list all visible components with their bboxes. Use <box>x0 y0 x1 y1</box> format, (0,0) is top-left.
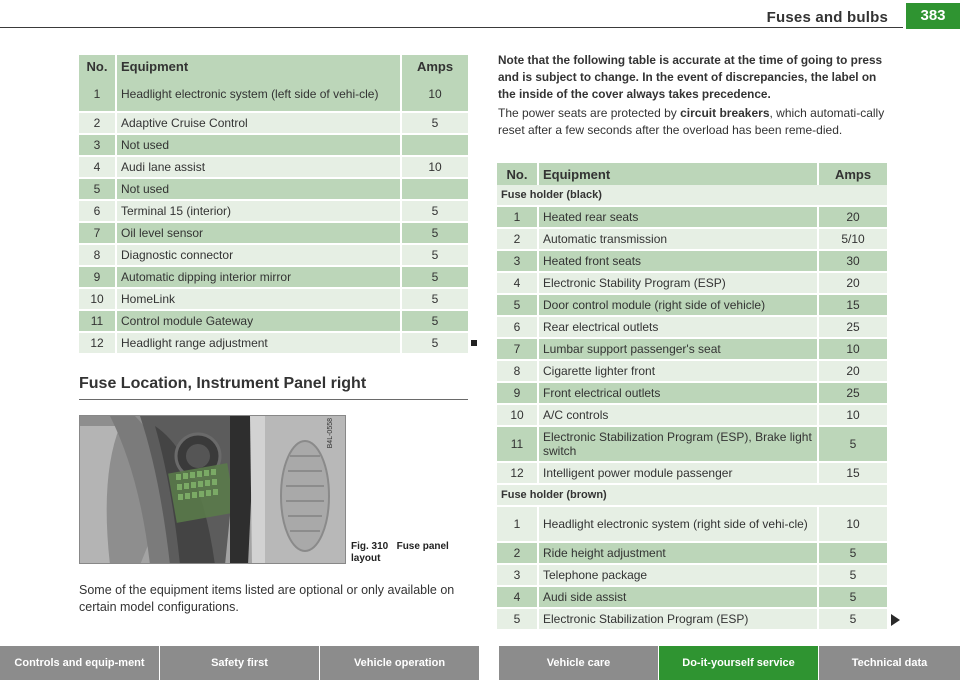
fuse-number: 9 <box>79 267 117 289</box>
nav-tab-4[interactable]: Vehicle care <box>499 646 659 680</box>
page-title: Fuses and bulbs <box>766 9 888 26</box>
table-row <box>497 273 887 295</box>
nav-gap <box>480 646 499 680</box>
table-row <box>79 157 468 179</box>
fuse-number: 9 <box>497 383 539 405</box>
section-title: Fuse Location, Instrument Panel right <box>79 375 468 400</box>
nav-tab-6[interactable]: Technical data <box>819 646 960 680</box>
table-row <box>497 207 887 229</box>
fuse-equipment: Oil level sensor <box>117 223 402 245</box>
table-row <box>79 267 468 289</box>
fuse-equipment: Audi lane assist <box>117 157 402 179</box>
fuse-equipment: Not used <box>117 135 402 157</box>
fuse-number: 5 <box>79 179 117 201</box>
chapter-nav-bar <box>0 646 960 680</box>
fuse-equipment: Rear electrical outlets <box>539 317 819 339</box>
table-row <box>79 223 468 245</box>
fuse-equipment: Headlight electronic system (right side of vehi-cle) <box>539 507 819 543</box>
fuse-amps: 5 <box>402 311 468 333</box>
nav-tab-2[interactable]: Safety first <box>160 646 320 680</box>
table-row <box>497 405 887 427</box>
fuse-table-left <box>79 55 468 355</box>
figure-caption <box>351 541 461 565</box>
fuse-amps: 10 <box>819 507 887 543</box>
fuse-number: 1 <box>79 77 117 113</box>
table-row <box>497 427 887 463</box>
fuse-amps: 15 <box>819 295 887 317</box>
fuse-number: 2 <box>497 229 539 251</box>
fuse-number: 12 <box>79 333 117 355</box>
col-header-amps: Amps <box>402 55 468 77</box>
table-row <box>497 587 887 609</box>
fuse-holder-label: Fuse holder (black) <box>497 185 887 207</box>
table-row <box>79 245 468 267</box>
fuse-holder-group-row <box>497 485 887 507</box>
fuse-number: 1 <box>497 507 539 543</box>
figure-caption-label: Fig. 310 <box>351 541 389 552</box>
table-row <box>497 565 887 587</box>
page-number: 383 <box>906 3 960 29</box>
fuse-table-right <box>497 163 887 631</box>
table-row <box>497 229 887 251</box>
fuse-equipment: Lumbar support passenger's seat <box>539 339 819 361</box>
fuse-amps: 20 <box>819 207 887 229</box>
end-of-section-marker <box>471 340 477 346</box>
fuse-amps: 5 <box>819 427 887 463</box>
fuse-equipment: Electronic Stabilization Program (ESP) <box>539 609 819 631</box>
fuse-equipment: HomeLink <box>117 289 402 311</box>
fuse-equipment: Door control module (right side of vehicle) <box>539 295 819 317</box>
fuse-panel-figure <box>79 415 346 564</box>
fuse-equipment: A/C controls <box>539 405 819 427</box>
fuse-amps: 5 <box>402 113 468 135</box>
table-row <box>79 135 468 157</box>
fuse-amps: 5 <box>402 245 468 267</box>
figure-code: B4L-0558 <box>327 418 334 449</box>
fuse-amps: 5 <box>819 587 887 609</box>
table-row <box>497 463 887 485</box>
fuse-number: 2 <box>79 113 117 135</box>
table-row <box>497 251 887 273</box>
fuse-number: 2 <box>497 543 539 565</box>
nav-tab-5[interactable]: Do-it-yourself service <box>659 646 819 680</box>
fuse-equipment: Not used <box>117 179 402 201</box>
fuse-holder-group-row <box>497 185 887 207</box>
nav-tab-3[interactable]: Vehicle operation <box>320 646 480 680</box>
fuse-amps: 10 <box>402 77 468 113</box>
fuse-amps: 5 <box>402 267 468 289</box>
col-header-equipment: Equipment <box>117 55 402 77</box>
fuse-equipment: Adaptive Cruise Control <box>117 113 402 135</box>
continue-arrow-icon <box>891 614 900 626</box>
fuse-equipment: Electronic Stability Program (ESP) <box>539 273 819 295</box>
figure-caption-text: Fuse panel layout <box>351 541 449 564</box>
fuse-number: 10 <box>497 405 539 427</box>
fuse-equipment: Front electrical outlets <box>539 383 819 405</box>
fuse-equipment: Diagnostic connector <box>117 245 402 267</box>
fuse-equipment: Cigarette lighter front <box>539 361 819 383</box>
fuse-equipment: Headlight range adjustment <box>117 333 402 355</box>
fuse-number: 3 <box>79 135 117 157</box>
col-header-amps: Amps <box>819 163 887 185</box>
table-row <box>497 507 887 543</box>
fuse-number: 4 <box>497 273 539 295</box>
fuse-number: 7 <box>79 223 117 245</box>
cb-text-before: The power seats are protected by <box>498 106 681 120</box>
fuse-equipment: Automatic dipping interior mirror <box>117 267 402 289</box>
fuse-holder-label: Fuse holder (brown) <box>497 485 887 507</box>
fuse-amps: 5 <box>402 223 468 245</box>
table-row <box>79 311 468 333</box>
fuse-equipment: Automatic transmission <box>539 229 819 251</box>
accuracy-note: Note that the following table is accurate at the time of going to press and is subject to change. In the event of discrepancies, the label on the inside of the cover always takes precedence. <box>498 53 883 101</box>
fuse-number: 10 <box>79 289 117 311</box>
fuse-amps: 10 <box>819 405 887 427</box>
fuse-amps: 5 <box>819 543 887 565</box>
table-row <box>497 609 887 631</box>
table-row <box>79 179 468 201</box>
fuse-table-right-body <box>497 185 887 631</box>
cb-text-bold: circuit breakers <box>680 106 770 120</box>
fuse-amps <box>402 135 468 157</box>
fuse-panel-illustration <box>80 416 346 564</box>
table-row <box>79 333 468 355</box>
table-row <box>497 383 887 405</box>
fuse-equipment: Intelligent power module passenger <box>539 463 819 485</box>
col-header-no: No. <box>79 55 117 77</box>
fuse-number: 11 <box>497 427 539 463</box>
optional-equipment-note: Some of the equipment items listed are optional or only available on certain model configurations. <box>79 583 455 614</box>
col-header-equipment: Equipment <box>539 163 819 185</box>
table-row <box>497 543 887 565</box>
fuse-equipment: Terminal 15 (interior) <box>117 201 402 223</box>
fuse-amps: 5 <box>402 289 468 311</box>
fuse-number: 6 <box>497 317 539 339</box>
fuse-amps: 20 <box>819 273 887 295</box>
fuse-number: 8 <box>497 361 539 383</box>
fuse-equipment: Heated front seats <box>539 251 819 273</box>
table-row <box>497 295 887 317</box>
table-row <box>79 201 468 223</box>
fuse-number: 3 <box>497 565 539 587</box>
fuse-amps: 15 <box>819 463 887 485</box>
fuse-table-left-body <box>79 77 468 355</box>
fuse-amps: 5 <box>402 201 468 223</box>
nav-tab-1[interactable]: Controls and equip-ment <box>0 646 160 680</box>
fuse-number: 6 <box>79 201 117 223</box>
fuse-amps: 30 <box>819 251 887 273</box>
fuse-number: 4 <box>497 587 539 609</box>
fuse-amps: 5/10 <box>819 229 887 251</box>
fuse-equipment: Headlight electronic system (left side of vehi-cle) <box>117 77 402 113</box>
fuse-amps: 5 <box>402 333 468 355</box>
fuse-amps: 25 <box>819 383 887 405</box>
fuse-number: 8 <box>79 245 117 267</box>
fuse-number: 12 <box>497 463 539 485</box>
table-row <box>497 339 887 361</box>
fuse-number: 11 <box>79 311 117 333</box>
fuse-equipment: Electronic Stabilization Program (ESP), Brake light switch <box>539 427 819 463</box>
fuse-number: 5 <box>497 609 539 631</box>
fuse-amps: 10 <box>819 339 887 361</box>
fuse-number: 7 <box>497 339 539 361</box>
cb-text-after: , which automati-cally reset after a few seconds after the overload has been reme-died. <box>498 106 885 137</box>
fuse-equipment: Heated rear seats <box>539 207 819 229</box>
table-row <box>79 77 468 113</box>
circuit-breaker-paragraph <box>498 105 888 139</box>
table-row <box>497 361 887 383</box>
fuse-amps <box>402 179 468 201</box>
fuse-equipment: Control module Gateway <box>117 311 402 333</box>
fuse-amps: 5 <box>819 609 887 631</box>
fuse-equipment: Ride height adjustment <box>539 543 819 565</box>
fuse-amps: 5 <box>819 565 887 587</box>
fuse-amps: 20 <box>819 361 887 383</box>
fuse-amps: 25 <box>819 317 887 339</box>
table-row <box>79 289 468 311</box>
table-row <box>79 113 468 135</box>
fuse-number: 5 <box>497 295 539 317</box>
fuse-number: 1 <box>497 207 539 229</box>
fuse-number: 3 <box>497 251 539 273</box>
fuse-equipment: Audi side assist <box>539 587 819 609</box>
fuse-equipment: Telephone package <box>539 565 819 587</box>
fuse-amps: 10 <box>402 157 468 179</box>
header-rule <box>0 27 903 28</box>
fuse-number: 4 <box>79 157 117 179</box>
col-header-no: No. <box>497 163 539 185</box>
table-row <box>497 317 887 339</box>
